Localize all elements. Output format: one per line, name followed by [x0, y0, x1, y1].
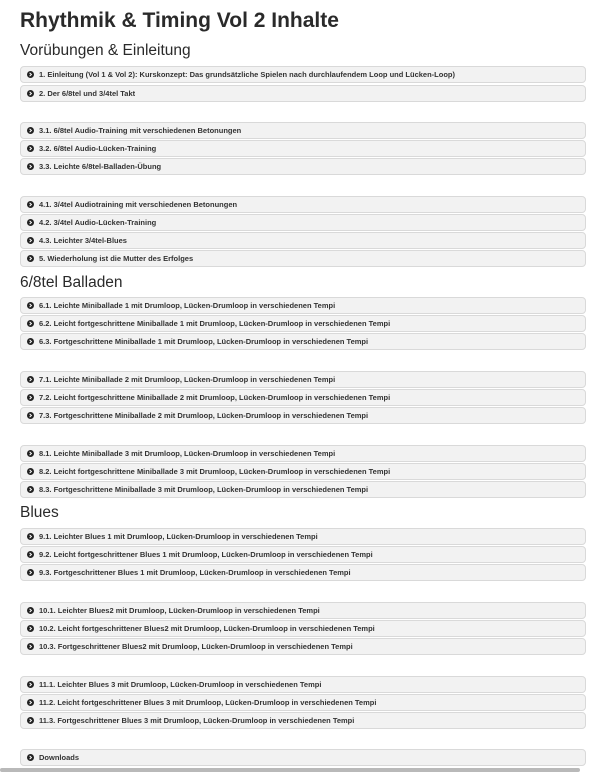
- horizontal-scrollbar[interactable]: [0, 768, 580, 772]
- lesson-item[interactable]: [20, 528, 586, 545]
- chevron-circle-right-icon: [27, 569, 34, 576]
- lesson-item[interactable]: [20, 333, 586, 350]
- chevron-circle-right-icon: [27, 90, 34, 97]
- lesson-item[interactable]: [20, 602, 586, 619]
- section-title-vorubungen: Vorübungen & Einleitung: [20, 42, 191, 59]
- chevron-circle-right-icon: [27, 412, 34, 419]
- chevron-circle-right-icon: [27, 607, 34, 614]
- downloads-label: Downloads: [39, 753, 80, 762]
- chevron-circle-right-icon: [27, 699, 34, 706]
- lesson-item[interactable]: [20, 371, 586, 388]
- lesson-label: 4.2. 3/4tel Audio-Lücken-Training: [39, 218, 157, 227]
- lesson-item[interactable]: [20, 122, 586, 139]
- lesson-label: 8.1. Leichte Miniballade 3 mit Drumloop, Lücken-Drumloop in verschiedenen Tempi: [39, 449, 336, 458]
- lesson-label: 6.3. Fortgeschrittene Miniballade 1 mit Drumloop, Lücken-Drumloop in verschiedenen Tempi: [39, 337, 369, 346]
- chevron-circle-right-icon: [27, 533, 34, 540]
- chevron-circle-right-icon: [27, 376, 34, 383]
- chevron-circle-right-icon: [27, 468, 34, 475]
- lesson-label: 11.3. Fortgeschrittener Blues 3 mit Drumloop, Lücken-Drumloop in verschiedenen Tempi: [39, 716, 355, 725]
- lesson-label: 10.3. Fortgeschrittener Blues2 mit Drumloop, Lücken-Drumloop in verschiedenen Tempi: [39, 642, 353, 651]
- lesson-label: 7.3. Fortgeschrittene Miniballade 2 mit Drumloop, Lücken-Drumloop in verschiedenen Tempi: [39, 411, 369, 420]
- lesson-item[interactable]: [20, 564, 586, 581]
- chevron-circle-right-icon: [27, 754, 34, 761]
- chevron-circle-right-icon: [27, 681, 34, 688]
- lesson-label: 9.1. Leichter Blues 1 mit Drumloop, Lücken-Drumloop in verschiedenen Tempi: [39, 532, 318, 541]
- section-title-blues: Blues: [20, 504, 59, 521]
- lesson-item[interactable]: [20, 676, 586, 693]
- lesson-label: 4.1. 3/4tel Audiotraining mit verschiedenen Betonungen: [39, 200, 238, 209]
- lesson-label: 5. Wiederholung ist die Mutter des Erfolges: [39, 254, 194, 263]
- lesson-item[interactable]: [20, 250, 586, 267]
- chevron-circle-right-icon: [27, 145, 34, 152]
- page-title: Rhythmik & Timing Vol 2 Inhalte: [20, 9, 339, 32]
- downloads-item[interactable]: [20, 749, 586, 766]
- chevron-circle-right-icon: [27, 643, 34, 650]
- chevron-circle-right-icon: [27, 237, 34, 244]
- lesson-label: 3.2. 6/8tel Audio-Lücken-Training: [39, 144, 157, 153]
- lesson-item[interactable]: [20, 407, 586, 424]
- lesson-label: 8.2. Leicht fortgeschrittene Miniballade 3 mit Drumloop, Lücken-Drumloop in verschiedenen Tempi: [39, 467, 391, 476]
- lesson-label: 7.1. Leichte Miniballade 2 mit Drumloop, Lücken-Drumloop in verschiedenen Tempi: [39, 375, 336, 384]
- lesson-item[interactable]: [20, 712, 586, 729]
- chevron-circle-right-icon: [27, 71, 34, 78]
- lesson-item[interactable]: [20, 297, 586, 314]
- lesson-label: 9.2. Leicht fortgeschrittener Blues 1 mit Drumloop, Lücken-Drumloop in verschiedenen Tempi: [39, 550, 373, 559]
- lesson-item[interactable]: [20, 638, 586, 655]
- lesson-item[interactable]: [20, 620, 586, 637]
- lesson-item[interactable]: [20, 445, 586, 462]
- lesson-label: 6.1. Leichte Miniballade 1 mit Drumloop, Lücken-Drumloop in verschiedenen Tempi: [39, 301, 336, 310]
- chevron-circle-right-icon: [27, 625, 34, 632]
- lesson-item[interactable]: [20, 389, 586, 406]
- lesson-label: 3.1. 6/8tel Audio-Training mit verschiedenen Betonungen: [39, 126, 242, 135]
- lesson-item[interactable]: [20, 85, 586, 102]
- chevron-circle-right-icon: [27, 551, 34, 558]
- chevron-circle-right-icon: [27, 163, 34, 170]
- section-title-balladen: 6/8tel Balladen: [20, 274, 123, 291]
- lesson-label: 6.2. Leicht fortgeschrittene Miniballade 1 mit Drumloop, Lücken-Drumloop in verschiedenen Tempi: [39, 319, 391, 328]
- lesson-item[interactable]: [20, 214, 586, 231]
- lesson-label: 9.3. Fortgeschrittener Blues 1 mit Drumloop, Lücken-Drumloop in verschiedenen Tempi: [39, 568, 351, 577]
- chevron-circle-right-icon: [27, 450, 34, 457]
- chevron-circle-right-icon: [27, 302, 34, 309]
- lesson-label: 4.3. Leichter 3/4tel-Blues: [39, 236, 127, 245]
- lesson-item[interactable]: [20, 315, 586, 332]
- chevron-circle-right-icon: [27, 717, 34, 724]
- lesson-item[interactable]: [20, 66, 586, 83]
- lesson-label: 1. Einleitung (Vol 1 & Vol 2): Kurskonzept: Das grundsätzliche Spielen nach durchlaufendem Loop und Lücken-Loop): [39, 70, 456, 79]
- lesson-label: 10.1. Leichter Blues2 mit Drumloop, Lücken-Drumloop in verschiedenen Tempi: [39, 606, 320, 615]
- chevron-circle-right-icon: [27, 338, 34, 345]
- lesson-label: 10.2. Leicht fortgeschrittener Blues2 mit Drumloop, Lücken-Drumloop in verschiedenen Tempi: [39, 624, 375, 633]
- lesson-item[interactable]: [20, 546, 586, 563]
- lesson-item[interactable]: [20, 463, 586, 480]
- lesson-label: 3.3. Leichte 6/8tel-Balladen-Übung: [39, 162, 162, 171]
- chevron-circle-right-icon: [27, 219, 34, 226]
- chevron-circle-right-icon: [27, 127, 34, 134]
- chevron-circle-right-icon: [27, 320, 34, 327]
- chevron-circle-right-icon: [27, 486, 34, 493]
- lesson-label: 2. Der 6/8tel und 3/4tel Takt: [39, 89, 136, 98]
- lesson-item[interactable]: [20, 694, 586, 711]
- lesson-item[interactable]: [20, 232, 586, 249]
- lesson-label: 8.3. Fortgeschrittene Miniballade 3 mit Drumloop, Lücken-Drumloop in verschiedenen Tempi: [39, 485, 369, 494]
- lesson-label: 11.1. Leichter Blues 3 mit Drumloop, Lücken-Drumloop in verschiedenen Tempi: [39, 680, 322, 689]
- lesson-label: 7.2. Leicht fortgeschrittene Miniballade 2 mit Drumloop, Lücken-Drumloop in verschiedenen Tempi: [39, 393, 391, 402]
- lesson-item[interactable]: [20, 140, 586, 157]
- chevron-circle-right-icon: [27, 201, 34, 208]
- chevron-circle-right-icon: [27, 255, 34, 262]
- lesson-item[interactable]: [20, 158, 586, 175]
- lesson-label: 11.2. Leicht fortgeschrittener Blues 3 mit Drumloop, Lücken-Drumloop in verschiedenen Tempi: [39, 698, 377, 707]
- lesson-item[interactable]: [20, 481, 586, 498]
- chevron-circle-right-icon: [27, 394, 34, 401]
- lesson-item[interactable]: [20, 196, 586, 213]
